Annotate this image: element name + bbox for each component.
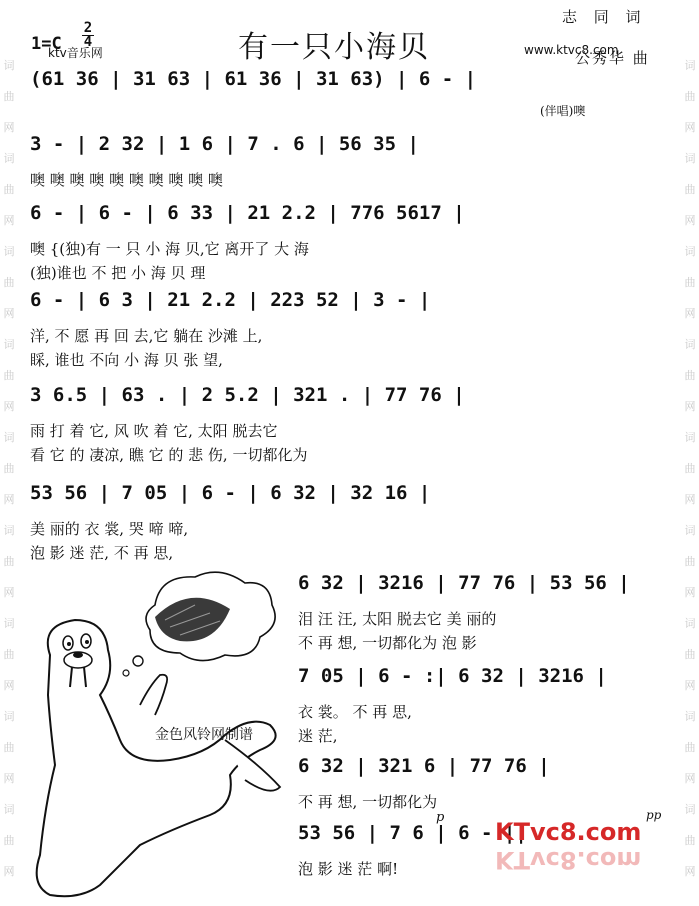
watermark-char: 网 (684, 772, 696, 785)
watermark-char: 网 (684, 493, 696, 506)
watermark-char: 网 (684, 586, 696, 599)
notation-line: 7 05 | 6 - :| 6 32 | 3216 | (298, 665, 607, 687)
watermark-char: 网 (684, 679, 696, 692)
notation-line: 6 - | 6 3 | 21 2.2 | 223 52 | 3 - | (30, 289, 431, 311)
watermark-char: 曲 (3, 183, 15, 196)
site-url: www.ktvc8.com (524, 43, 619, 57)
watermark-char: 网 (684, 307, 696, 320)
watermark-char: 网 (684, 865, 696, 878)
watermark-char: 词 (3, 245, 15, 258)
watermark-char: 网 (3, 307, 15, 320)
lyric-line-1: 美 丽的 衣 裳, 哭 啼 啼, (30, 520, 189, 538)
watermark-char: 曲 (3, 555, 15, 568)
lyric-line-2: 泡 影 迷 茫, 不 再 思, (30, 544, 174, 562)
watermark-char: 曲 (3, 741, 15, 754)
watermark-char: 词 (684, 152, 696, 165)
watermark-char: 网 (3, 493, 15, 506)
thought-dot (123, 670, 129, 676)
site-name-small: ktv音乐网 (48, 46, 103, 60)
watermark-char: 词 (3, 431, 15, 444)
watermark-char: 网 (3, 121, 15, 134)
time-signature-top: 2 (83, 20, 93, 36)
watermark-char: 词 (3, 524, 15, 537)
lyric-line-1: 噢 {(独)有 一 只 小 海 贝,它 离开了 大 海 (30, 240, 309, 258)
walrus-nose (73, 652, 83, 658)
watermark-char: 网 (3, 865, 15, 878)
lyric-line-1: 噢 噢 噢 噢 噢 噢 噢 噢 噢 噢 (30, 171, 223, 189)
walrus-pupil (67, 642, 71, 646)
watermark-char: 网 (684, 121, 696, 134)
lyric-line-2: (独)谁也 不 把 小 海 贝 理 (30, 264, 206, 282)
lyric-line-1: 洋, 不 愿 再 回 去,它 躺在 沙滩 上, (30, 327, 263, 345)
dynamic-p: p (436, 810, 445, 825)
watermark-char: 词 (684, 617, 696, 630)
watermark-char: 曲 (3, 369, 15, 382)
watermark-char: 曲 (684, 276, 696, 289)
watermark-char: 曲 (684, 741, 696, 754)
watermark-char: 曲 (684, 462, 696, 475)
watermark-char: 词 (3, 710, 15, 723)
watermark-char: 网 (3, 586, 15, 599)
watermark-char: 曲 (684, 555, 696, 568)
watermark-char: 曲 (3, 462, 15, 475)
lyric-line-2: 看 它 的 凄凉, 瞧 它 的 悲 伤, 一切都化为 (30, 446, 308, 464)
watermark-char: 曲 (684, 183, 696, 196)
walrus-pupil (85, 640, 89, 644)
watermark-char: 曲 (3, 276, 15, 289)
site-logo: KTvc8.com (495, 818, 642, 846)
watermark-char: 曲 (684, 369, 696, 382)
watermark-char: 网 (3, 772, 15, 785)
credit-text: 金色风铃网制谱 (155, 727, 253, 743)
watermark-char: 词 (684, 245, 696, 258)
time-signature-bottom: 4 (83, 34, 93, 50)
notation-line: 6 - | 6 - | 6 33 | 21 2.2 | 776 5617 | (30, 202, 465, 224)
lyric-line-1: 衣 裳。 不 再 思, (298, 703, 412, 721)
watermark-char: 词 (3, 338, 15, 351)
watermark-char: 曲 (3, 90, 15, 103)
lyric-line-1: 雨 打 着 它, 风 吹 着 它, 太阳 脱去它 (30, 422, 278, 440)
notation-line: 3 - | 2 32 | 1 6 | 7 . 6 | 56 35 | (30, 133, 419, 155)
notation-line: 6 32 | 3216 | 77 76 | 53 56 | (298, 572, 630, 594)
lyric-line-1: 泪 汪 汪, 太阳 脱去它 美 丽的 (298, 610, 497, 628)
lyric-line-2: 不 再 想, 一切都化为 泡 影 (298, 634, 477, 652)
watermark-char: 曲 (3, 834, 15, 847)
watermark-char: 词 (3, 617, 15, 630)
lyric-line-2: (伴唱)噢 (540, 104, 586, 118)
lyric-line-2: 睬, 谁也 不向 小 海 贝 张 望, (30, 351, 223, 369)
lyric-line-1: 泡 影 迷 茫 啊! (298, 860, 399, 878)
notation-line: 53 56 | 7 6 | 6 - || (298, 822, 527, 844)
composer: 公秀华 曲 (575, 49, 650, 67)
watermark-char: 曲 (684, 834, 696, 847)
watermark-char: 网 (3, 679, 15, 692)
watermark-char: 网 (3, 214, 15, 227)
watermark-char: 词 (684, 431, 696, 444)
watermark-char: 网 (684, 400, 696, 413)
dynamic-pp: pp (646, 808, 662, 822)
watermark-char: 词 (3, 59, 15, 72)
notation-line: 53 56 | 7 05 | 6 - | 6 32 | 32 16 | (30, 482, 431, 504)
watermark-char: 网 (3, 400, 15, 413)
lyric-line-2: 迷 茫, (298, 727, 338, 745)
watermark-char: 词 (3, 803, 15, 816)
watermark-char: 词 (684, 524, 696, 537)
key-signature: 1=C (31, 34, 62, 54)
notation-line: (61 36 | 31 63 | 61 36 | 31 63) | 6 - | (30, 68, 477, 90)
lyricist: 志 同 词 (562, 8, 647, 26)
watermark-char: 网 (684, 214, 696, 227)
watermark-char: 词 (684, 803, 696, 816)
walrus-flipper (140, 675, 167, 715)
notation-line: 6 32 | 321 6 | 77 76 | (298, 755, 550, 777)
lyric-line-1: 不 再 想, 一切都化为 (298, 793, 438, 811)
watermark-char: 词 (3, 152, 15, 165)
site-logo-reflection: KTvc8.com (495, 846, 642, 874)
watermark-char: 曲 (3, 648, 15, 661)
watermark-char: 词 (684, 338, 696, 351)
watermark-char: 曲 (684, 648, 696, 661)
watermark-char: 曲 (684, 90, 696, 103)
thought-dot (133, 656, 143, 666)
page-title: 有一只小海贝 (238, 30, 430, 65)
watermark-char: 词 (684, 59, 696, 72)
watermark-char: 词 (684, 710, 696, 723)
notation-line: 3 6.5 | 63 . | 2 5.2 | 321 . | 77 76 | (30, 384, 465, 406)
